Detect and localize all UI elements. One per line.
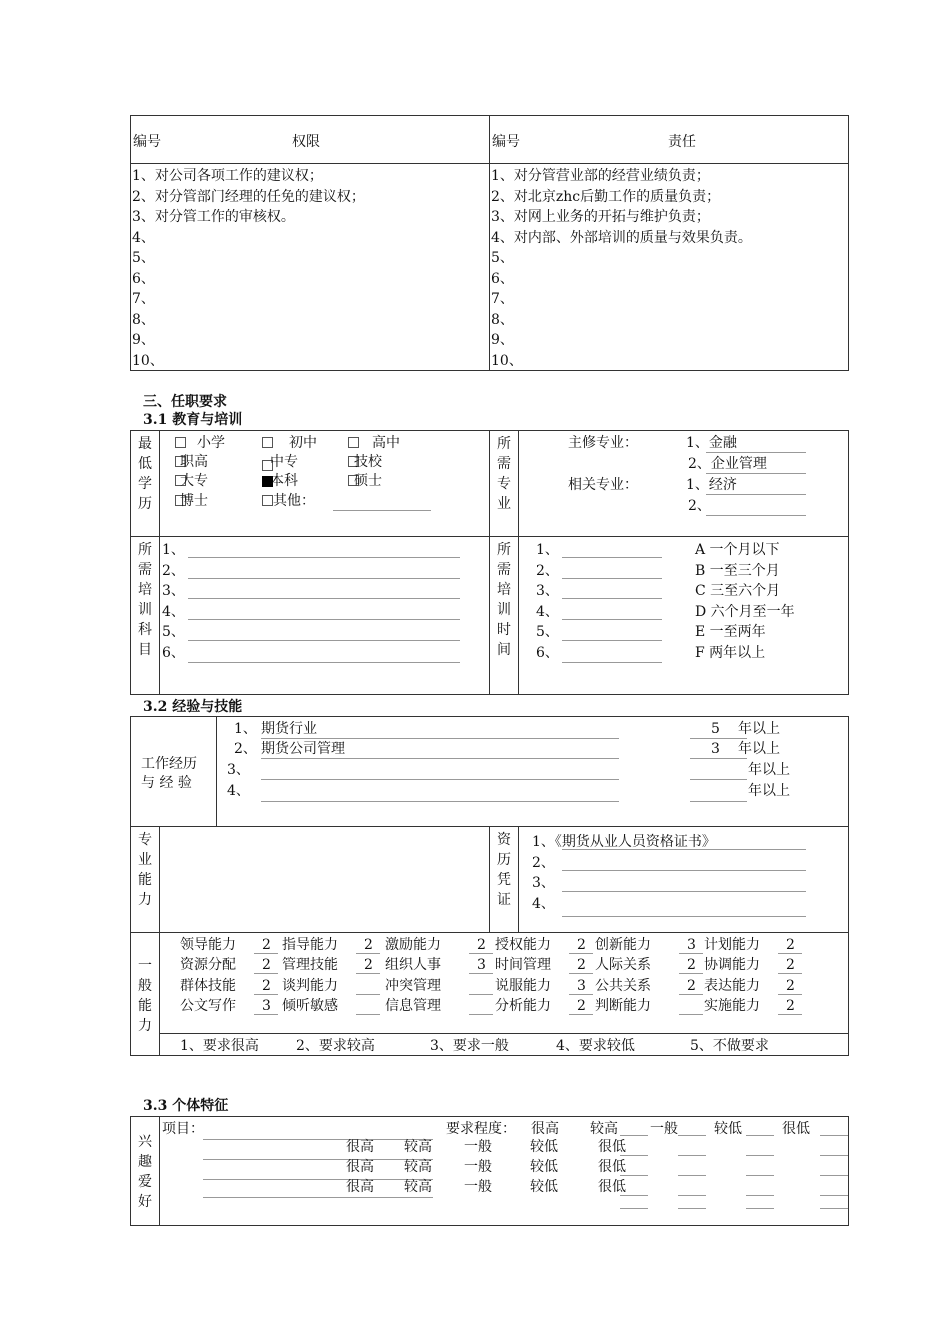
exp-unit: 年以上: [738, 741, 780, 757]
ability-name: 信息管理: [385, 998, 441, 1014]
main-major-value: 2、企业管理: [688, 456, 767, 472]
ability-name: 计划能力: [704, 937, 760, 953]
work-exp-label: 工作经历: [141, 756, 197, 772]
ability-rating-underline: [679, 1014, 703, 1015]
list-item: 1、: [162, 542, 185, 558]
exp-unit: 年以上: [748, 762, 790, 778]
level-underline: [620, 1135, 648, 1136]
level-header: 很高: [531, 1121, 559, 1137]
training-time-list: [536, 540, 559, 663]
list-item: 4、: [132, 229, 155, 246]
personal-traits-title: 3.3 个体特征: [143, 1098, 229, 1114]
edu-option-label: 小学: [197, 435, 225, 451]
level-option: 较低: [530, 1139, 558, 1155]
edu-option-label: 本科: [270, 473, 298, 489]
list-item: F 两年以上: [695, 644, 766, 661]
ability-rating-underline: [356, 994, 380, 995]
ability-rating: 2: [687, 957, 696, 973]
ability-name: 表达能力: [704, 978, 760, 994]
list-item: 6、: [536, 644, 559, 661]
level-underline: [678, 1208, 706, 1209]
ability-name: 时间管理: [495, 957, 551, 973]
ability-name: 说服能力: [495, 978, 551, 994]
ability-rating-underline: [254, 953, 278, 954]
edu-checkbox-other[interactable]: [262, 495, 273, 506]
work-exp-label: 与 经 验: [141, 775, 192, 791]
ability-rating-underline: [569, 994, 593, 995]
ability-rating-underline: [356, 973, 380, 974]
duties-title-header: 责任: [668, 134, 696, 150]
ability-rating-underline: [469, 1014, 493, 1015]
ability-rating: 2: [477, 937, 486, 953]
item-underline: [203, 1179, 433, 1180]
level-option: 较低: [530, 1179, 558, 1195]
ability-rating-underline: [356, 953, 380, 954]
list-item: B 一至三个月: [695, 562, 780, 579]
edu-option-label: 初中: [289, 435, 317, 451]
edu-checkbox-senior[interactable]: [348, 437, 359, 448]
ability-name: 授权能力: [495, 937, 551, 953]
list-item: 3、对分管工作的审核权。: [132, 209, 295, 225]
ability-rating: 2: [577, 998, 586, 1014]
level-option: 较高: [404, 1139, 432, 1155]
level-header: 较高: [590, 1121, 618, 1137]
level-option: 较低: [530, 1159, 558, 1175]
ability-rating: 2: [364, 937, 373, 953]
ability-rating-underline: [569, 953, 593, 954]
list-item: D 六个月至一年: [695, 603, 795, 620]
ability-name: 领导能力: [180, 937, 236, 953]
exp-unit: 年以上: [748, 783, 790, 799]
ability-rating-underline: [778, 953, 802, 954]
main-major-label: 主修专业：: [568, 435, 638, 451]
level-underline: [620, 1175, 648, 1176]
exp-text: 期货行业: [261, 721, 317, 737]
exp-years: 5: [711, 721, 720, 737]
ability-rating: 3: [577, 978, 586, 994]
list-item: 7、: [491, 291, 514, 307]
ability-rating: 2: [786, 998, 795, 1014]
list-item: 4、: [162, 603, 185, 620]
list-item: 2、对北京zhc后勤工作的质量负责；: [491, 188, 721, 205]
list-item: 4、: [536, 603, 559, 620]
related-major-value: 2、: [688, 498, 711, 514]
level-underline: [620, 1208, 648, 1209]
other-edu-input[interactable]: [333, 510, 431, 511]
level-header: 很低: [782, 1121, 810, 1137]
ability-rating-underline: [469, 994, 493, 995]
exp-num: 2、: [234, 741, 257, 757]
level-underline: [820, 1175, 848, 1176]
ability-rating-underline: [254, 994, 278, 995]
ability-name: 公共关系: [595, 978, 651, 994]
min-education-label: 最低学历: [138, 436, 152, 512]
ability-rating-underline: [679, 953, 703, 954]
level-header: 较低: [714, 1121, 742, 1137]
list-item: 10、: [132, 352, 164, 369]
ability-name: 群体技能: [180, 978, 236, 994]
related-major-label: 相关专业：: [568, 477, 638, 493]
ability-rating-underline: [778, 973, 802, 974]
certificate-list: [532, 832, 716, 914]
ability-rating: 2: [262, 937, 271, 953]
level-option: 一般: [464, 1179, 492, 1195]
level-underline: [678, 1155, 706, 1156]
exp-num: 3、: [227, 762, 250, 778]
general-ability-label: 一般能力: [138, 958, 152, 1034]
level-option: 一般: [464, 1139, 492, 1155]
level-underline: [820, 1195, 848, 1196]
legend-item: 4、要求较低: [556, 1038, 635, 1054]
exp-num: 1、: [234, 721, 257, 737]
related-major-value: 1、经济: [686, 477, 737, 493]
ability-rating-underline: [679, 994, 703, 995]
list-item: 9、: [132, 332, 155, 348]
legend-item: 2、要求较高: [296, 1038, 375, 1054]
list-item: A 一个月以下: [695, 542, 780, 558]
list-item: 5、: [536, 624, 559, 640]
ability-name: 创新能力: [595, 937, 651, 953]
edu-option-label: 大专: [180, 473, 208, 489]
level-underline: [820, 1208, 848, 1209]
ability-rating: 2: [577, 937, 586, 953]
ability-name: 协调能力: [704, 957, 760, 973]
list-item: 2、对分管部门经理的任免的建议权；: [132, 188, 365, 205]
level-option: 很低: [598, 1159, 626, 1175]
list-item: 4、: [532, 895, 555, 912]
ability-rating-underline: [254, 973, 278, 974]
level-header: 一般: [650, 1121, 678, 1137]
legend-item: 3、要求一般: [430, 1038, 509, 1054]
list-item: 4、对内部、外部培训的质量与效果负责。: [491, 229, 752, 246]
list-item: 9、: [491, 332, 514, 348]
level-underline: [820, 1135, 848, 1136]
list-item: 3、: [162, 583, 185, 599]
ability-name: 激励能力: [385, 937, 441, 953]
list-item: 1、《期货从业人员资格证书》: [532, 834, 716, 850]
legend-item: 1、要求很高: [180, 1038, 259, 1054]
section-title: 三、任职要求: [143, 394, 227, 410]
ability-name: 分析能力: [495, 998, 551, 1014]
list-item: 6、: [162, 644, 185, 661]
ability-rating-underline: [778, 1014, 802, 1015]
level-option: 很高: [346, 1159, 374, 1175]
list-item: 8、: [491, 311, 514, 328]
list-item: 3、: [532, 875, 555, 891]
ability-name: 管理技能: [282, 957, 338, 973]
list-item: 5、: [162, 624, 185, 640]
training-time-options: [695, 540, 795, 663]
list-item: 5、: [491, 250, 514, 266]
exp-years: 3: [711, 741, 720, 757]
rights-list: [132, 166, 365, 371]
edu-option-label: 博士: [180, 493, 208, 509]
list-item: 2、: [532, 854, 555, 871]
list-item: 6、: [132, 270, 155, 287]
list-item: 7、: [132, 291, 155, 307]
list-item: 1、对公司各项工作的建议权；: [132, 168, 323, 184]
training-subject-label: 所需培训科目: [138, 542, 152, 658]
item-underline: [203, 1197, 433, 1198]
rights-code-header: 编号: [133, 134, 161, 150]
list-item: 2、: [162, 562, 185, 579]
level-underline: [746, 1208, 774, 1209]
level-underline: [746, 1135, 774, 1136]
edu-training-title: 3.1 教育与培训: [143, 412, 243, 428]
ability-rating: 2: [786, 957, 795, 973]
ability-rating-underline: [469, 953, 493, 954]
duties-list: [491, 166, 752, 371]
list-item: 3、对网上业务的开拓与维护负责；: [491, 209, 710, 225]
item-label: 项目：: [162, 1121, 204, 1137]
edu-option-label: 硕士: [354, 473, 382, 489]
requirement-level-label: 要求程度：: [446, 1121, 516, 1137]
ability-name: 倾听敏感: [282, 998, 338, 1014]
ability-name: 谈判能力: [282, 978, 338, 994]
edu-option-label: 其他：: [273, 493, 315, 509]
ability-rating: 2: [364, 957, 373, 973]
level-underline: [746, 1195, 774, 1196]
major-label: 所需专业: [497, 436, 511, 512]
ability-rating: 3: [477, 957, 486, 973]
level-option: 一般: [464, 1159, 492, 1175]
list-item: E 一至两年: [695, 624, 766, 640]
ability-name: 冲突管理: [385, 978, 441, 994]
ability-rating-underline: [469, 973, 493, 974]
edu-option-label: 职高: [180, 454, 208, 470]
ability-name: 资源分配: [180, 957, 236, 973]
ability-rating: 3: [687, 937, 696, 953]
level-underline: [620, 1195, 648, 1196]
list-item: 2、: [536, 562, 559, 579]
level-option: 很高: [346, 1179, 374, 1195]
rights-title-header: 权限: [292, 134, 320, 150]
level-option: 很高: [346, 1139, 374, 1155]
level-underline: [820, 1155, 848, 1156]
level-option: 较高: [404, 1159, 432, 1175]
list-item: 10、: [491, 352, 523, 369]
exp-num: 4、: [227, 783, 250, 799]
ability-name: 公文写作: [180, 998, 236, 1014]
main-major-value: 1、金融: [686, 435, 737, 451]
item-underline: [203, 1159, 433, 1160]
ability-rating-underline: [679, 973, 703, 974]
hobby-label: 兴趣爱好: [138, 1134, 152, 1210]
edu-option-label: 技校: [354, 454, 382, 470]
exp-text: 期货公司管理: [261, 741, 345, 757]
level-underline: [746, 1155, 774, 1156]
edu-option-label: 高中: [372, 435, 400, 451]
level-option: 较高: [404, 1179, 432, 1195]
list-item: 5、: [132, 250, 155, 266]
item-underline: [203, 1139, 433, 1140]
ability-rating-underline: [356, 1014, 380, 1015]
ability-rating: 2: [577, 957, 586, 973]
training-subject-list: [162, 540, 185, 663]
ability-name: 实施能力: [704, 998, 760, 1014]
training-time-label: 所需培训时间: [497, 542, 511, 658]
ability-rating: 2: [262, 957, 271, 973]
level-underline: [678, 1135, 706, 1136]
ability-rating-underline: [778, 994, 802, 995]
ability-name: 人际关系: [595, 957, 651, 973]
list-item: C 三至六个月: [695, 583, 781, 599]
ability-rating: 2: [687, 978, 696, 994]
ability-name: 组织人事: [385, 957, 441, 973]
level-option: 很低: [598, 1139, 626, 1155]
duties-code-header: 编号: [492, 134, 520, 150]
certificate-label: 资历凭证: [497, 832, 511, 908]
list-item: 3、: [536, 583, 559, 599]
edu-checkbox-junior[interactable]: [262, 437, 273, 448]
ability-rating-underline: [569, 1014, 593, 1015]
ability-name: 判断能力: [595, 998, 651, 1014]
edu-checkbox-primary[interactable]: [175, 437, 186, 448]
level-option: 很低: [598, 1179, 626, 1195]
pro-ability-label: 专业能力: [138, 832, 152, 908]
exp-skills-title: 3.2 经验与技能: [143, 699, 243, 715]
ability-rating: 3: [262, 998, 271, 1014]
ability-rating-underline: [569, 973, 593, 974]
list-item: 1、: [536, 542, 559, 558]
ability-rating-underline: [254, 1014, 278, 1015]
list-item: 6、: [491, 270, 514, 287]
ability-rating: 2: [786, 978, 795, 994]
ability-name: 指导能力: [282, 937, 338, 953]
level-underline: [620, 1155, 648, 1156]
level-underline: [678, 1175, 706, 1176]
edu-option-label: 中专: [270, 454, 298, 470]
exp-unit: 年以上: [738, 721, 780, 737]
list-item: 1、对分管营业部的经营业绩负责；: [491, 168, 710, 184]
level-underline: [746, 1175, 774, 1176]
level-underline: [678, 1195, 706, 1196]
ability-rating: 2: [786, 937, 795, 953]
legend-item: 5、不做要求: [690, 1038, 769, 1054]
list-item: 8、: [132, 311, 155, 328]
ability-rating: 2: [262, 978, 271, 994]
